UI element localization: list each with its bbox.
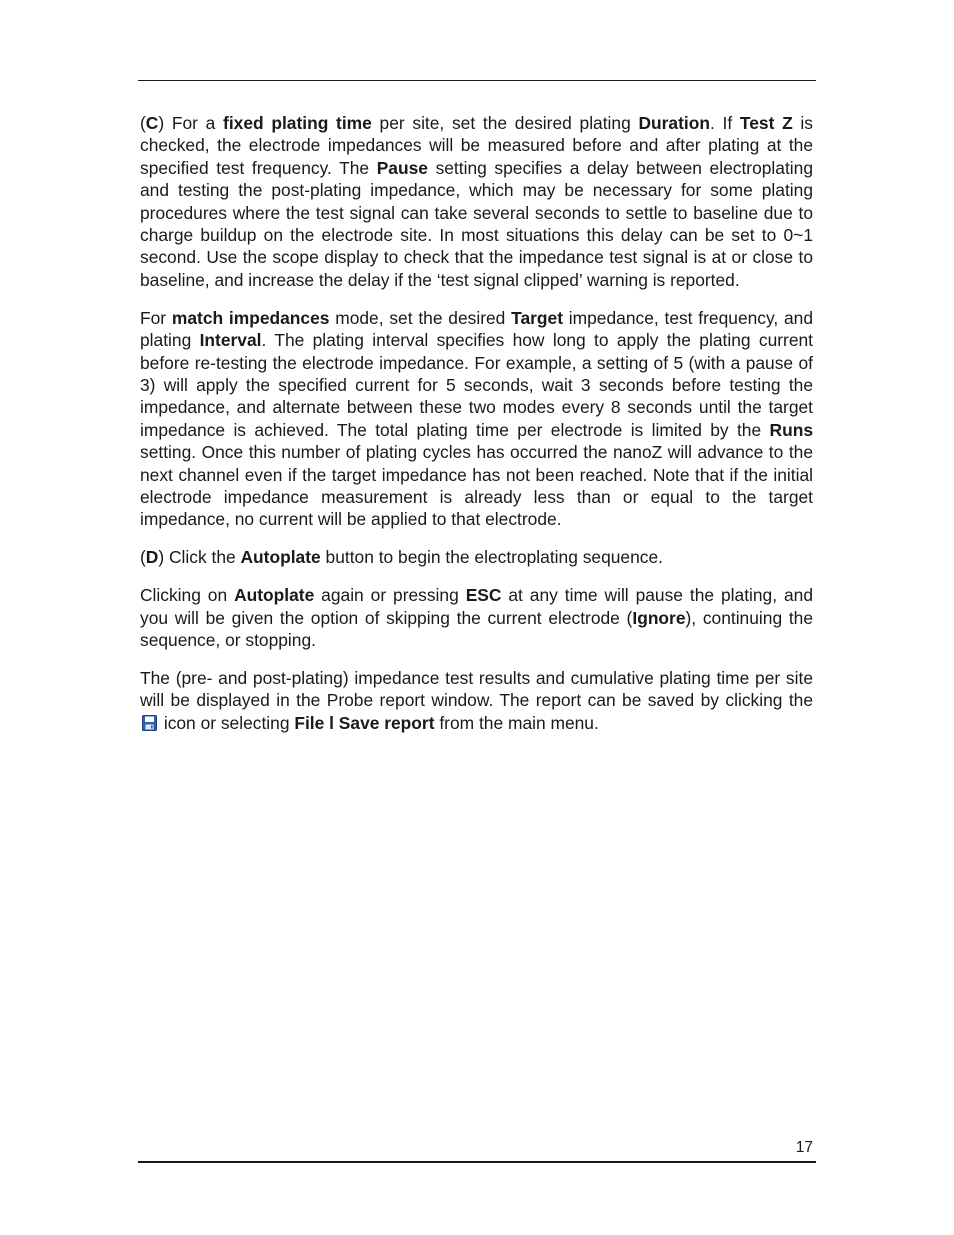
text-run: mode, set the desired [329,307,512,328]
bold-term: Ignore [632,607,686,628]
text-run: per site, set the desired plating [371,113,639,133]
bold-term: File l Save report [294,712,435,733]
text-run: ( [140,113,146,133]
bold-term: Duration [638,113,710,133]
text-run: button to begin the electroplating sequence. [320,547,663,568]
page-number: 17 [795,1139,813,1156]
text-run: . The plating interval specifies how long to apply the plating current before re-testing the electrode impedance. For example, a setting of 5 (with a pause of 3) will apply the specified current for 5 seconds, wait 3 seconds before testing the impedance, and alternate between these two modes every 8 seconds until the target impedance is achieved. The total plating time per electrode is limited by the [140,330,814,440]
bold-term: Target [511,307,563,328]
text-run: impedance, test frequency, and plating [140,307,814,351]
bold-term: match impedances [171,307,330,328]
text-run: icon or selecting [159,712,295,733]
text-run: again or pressing [314,585,466,606]
text-run: from the main menu. [434,712,599,733]
text-run: ( [140,547,146,568]
text-run: is checked, the electrode impedances will be measured before and after plating at the specified test frequency. The [140,113,813,178]
text-run: . If [709,113,740,133]
bold-term: Pause [376,157,428,178]
text-run: ) Click the [158,547,241,568]
document-body [140,112,813,750]
bold-term: ESC [465,585,502,606]
text-run: Clicking on [140,585,235,606]
text-run: ) For a [158,113,224,133]
header-rule [138,80,816,81]
bold-term: Autoplate [234,585,315,606]
paragraph-match-impedances [140,307,813,531]
save-icon [142,715,157,731]
text-run: setting specifies a delay between electroplating and testing the post-plating impedance, which may be necessary for some plating procedures where the test signal can take several seconds to settle to baseline due to charge buildup on the electrode site. In most situations this delay can be set to 0~1 second. Use the scope display to check that the impedance test signal is at or close to baseline, and increase the delay if the ‘test signal clipped’ warning is reported. [140,157,813,290]
text-run: The (pre- and post-plating) impedance test results and cumulative plating time per site will be displayed in the Probe report window. The report can be saved by clicking the [140,667,813,711]
bold-term: Autoplate [240,547,321,568]
text-run: ), continuing the sequence, or stopping. [140,607,813,651]
bold-term: C [145,113,159,133]
footer-rule [138,1161,816,1163]
paragraph-click-autoplate [140,546,813,568]
text-run: setting. Once this number of plating cycles has occurred the nanoZ will advance to the next channel even if the target impedance has not been reached. Note that if the initial electrode impedance measurement is already less than or equal to the target impedance, no current will be applied to that electrode. [140,442,813,530]
text-run: For [140,307,172,328]
paragraph-pause-plating [140,584,813,651]
bold-term: Runs [769,419,813,440]
paragraph-fixed-plating-time [140,112,813,291]
bold-term: Test Z [739,113,793,133]
bold-term: D [145,547,159,568]
paragraph-probe-report [140,667,813,734]
bold-term: Interval [199,330,262,351]
text-run: at any time will pause the plating, and you will be given the option of skipping the current electrode ( [140,585,813,628]
bold-term: fixed plating time [223,113,372,133]
